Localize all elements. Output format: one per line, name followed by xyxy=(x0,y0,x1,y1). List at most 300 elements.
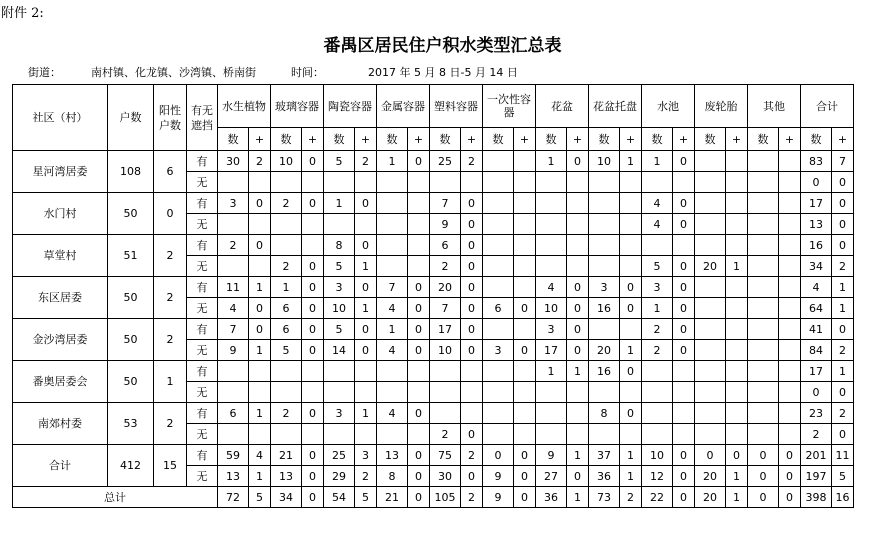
table-row xyxy=(13,361,854,382)
table-cell: 0 xyxy=(673,298,695,319)
table-cell xyxy=(514,382,536,403)
table-cell xyxy=(408,361,430,382)
table-cell: 4 xyxy=(377,403,408,424)
header-count: 数 xyxy=(218,128,249,151)
table-cell xyxy=(377,172,408,193)
table-cell: 41 xyxy=(801,319,832,340)
table-cell: 17 xyxy=(536,340,567,361)
table-cell xyxy=(695,298,726,319)
table-cell xyxy=(483,193,514,214)
table-cell xyxy=(514,403,536,424)
cover-status: 有 xyxy=(187,319,218,340)
table-cell xyxy=(461,172,483,193)
header-positive: + xyxy=(461,128,483,151)
header-positive: + xyxy=(726,128,748,151)
street-value: 南村镇、化龙镇、沙湾镇、桥南街 xyxy=(91,66,256,79)
table-cell: 7 xyxy=(218,319,249,340)
table-cell: 0 xyxy=(673,214,695,235)
table-cell xyxy=(779,361,801,382)
table-cell: 30 xyxy=(430,466,461,487)
table-cell: 0 xyxy=(302,193,324,214)
table-cell xyxy=(514,214,536,235)
table-cell xyxy=(271,235,302,256)
table-cell: 23 xyxy=(801,403,832,424)
positive-count: 0 xyxy=(154,193,187,235)
table-cell: 16 xyxy=(832,487,854,508)
table-cell xyxy=(324,424,355,445)
table-cell: 1 xyxy=(249,340,271,361)
table-cell: 0 xyxy=(302,487,324,508)
header-positive: + xyxy=(832,128,854,151)
table-cell xyxy=(726,361,748,382)
table-cell xyxy=(302,424,324,445)
table-cell: 0 xyxy=(673,319,695,340)
cover-status: 无 xyxy=(187,298,218,319)
households-count: 412 xyxy=(108,445,154,487)
table-cell xyxy=(620,256,642,277)
table-cell: 20 xyxy=(589,340,620,361)
table-cell: 0 xyxy=(302,298,324,319)
table-cell: 4 xyxy=(249,445,271,466)
table-cell: 2 xyxy=(642,340,673,361)
table-cell: 197 xyxy=(801,466,832,487)
table-cell xyxy=(695,403,726,424)
cover-status: 无 xyxy=(187,424,218,445)
table-cell: 0 xyxy=(673,193,695,214)
table-cell: 20 xyxy=(695,466,726,487)
table-cell: 398 xyxy=(801,487,832,508)
table-cell xyxy=(589,424,620,445)
table-cell: 0 xyxy=(620,298,642,319)
table-cell xyxy=(673,382,695,403)
table-cell: 16 xyxy=(589,298,620,319)
table-cell: 1 xyxy=(726,487,748,508)
time-label: 时间： xyxy=(291,66,324,79)
table-cell: 1 xyxy=(377,319,408,340)
table-cell: 0 xyxy=(461,340,483,361)
table-cell: 1 xyxy=(355,256,377,277)
header-category: 合计 xyxy=(801,85,854,128)
table-cell xyxy=(620,382,642,403)
table-cell xyxy=(726,382,748,403)
table-cell: 11 xyxy=(218,277,249,298)
table-cell xyxy=(589,256,620,277)
summary-table xyxy=(12,84,854,508)
table-cell: 2 xyxy=(355,151,377,172)
table-row xyxy=(13,319,854,340)
header-positive: + xyxy=(620,128,642,151)
table-cell: 1 xyxy=(642,298,673,319)
table-cell xyxy=(779,382,801,403)
table-cell xyxy=(642,382,673,403)
table-cell xyxy=(779,151,801,172)
table-cell xyxy=(514,172,536,193)
table-row xyxy=(13,277,854,298)
table-cell: 13 xyxy=(271,466,302,487)
table-cell xyxy=(726,424,748,445)
table-cell: 13 xyxy=(218,466,249,487)
table-cell xyxy=(779,214,801,235)
table-cell xyxy=(726,193,748,214)
table-cell xyxy=(726,340,748,361)
table-cell: 1 xyxy=(567,487,589,508)
header-category: 塑料容器 xyxy=(430,85,483,128)
table-cell xyxy=(726,172,748,193)
table-cell: 20 xyxy=(695,487,726,508)
cover-status: 无 xyxy=(187,382,218,403)
table-cell: 27 xyxy=(536,466,567,487)
header-count: 数 xyxy=(589,128,620,151)
table-cell xyxy=(536,424,567,445)
table-cell xyxy=(748,403,779,424)
table-cell xyxy=(726,403,748,424)
meta-line xyxy=(0,64,885,80)
table-cell xyxy=(536,403,567,424)
table-cell xyxy=(218,424,249,445)
table-cell: 13 xyxy=(377,445,408,466)
table-cell: 0 xyxy=(567,151,589,172)
table-cell: 6 xyxy=(430,235,461,256)
table-cell: 1 xyxy=(832,298,854,319)
table-cell: 2 xyxy=(801,424,832,445)
table-cell: 0 xyxy=(832,172,854,193)
table-cell: 0 xyxy=(673,466,695,487)
community-name: 番奥居委会 xyxy=(13,361,108,403)
table-cell xyxy=(355,424,377,445)
table-cell: 1 xyxy=(249,466,271,487)
table-cell xyxy=(673,403,695,424)
table-cell xyxy=(589,172,620,193)
table-cell: 3 xyxy=(589,277,620,298)
table-cell xyxy=(218,382,249,403)
header-category: 花盆 xyxy=(536,85,589,128)
table-cell: 2 xyxy=(271,256,302,277)
table-cell: 2 xyxy=(832,256,854,277)
table-cell: 0 xyxy=(408,466,430,487)
households-count: 50 xyxy=(108,193,154,235)
table-cell xyxy=(430,361,461,382)
table-cell xyxy=(408,193,430,214)
table-cell xyxy=(589,319,620,340)
table-cell: 21 xyxy=(377,487,408,508)
table-cell xyxy=(726,319,748,340)
header-row-categories xyxy=(13,85,854,128)
table-cell: 0 xyxy=(673,277,695,298)
table-cell: 64 xyxy=(801,298,832,319)
table-cell xyxy=(302,235,324,256)
table-cell: 0 xyxy=(355,277,377,298)
table-cell xyxy=(377,361,408,382)
table-cell: 2 xyxy=(832,403,854,424)
table-cell: 34 xyxy=(801,256,832,277)
table-cell: 3 xyxy=(483,340,514,361)
table-cell: 9 xyxy=(218,340,249,361)
table-body xyxy=(13,151,854,508)
table-cell: 4 xyxy=(801,277,832,298)
table-cell: 84 xyxy=(801,340,832,361)
table-cell: 0 xyxy=(748,487,779,508)
table-cell xyxy=(324,172,355,193)
table-cell xyxy=(483,256,514,277)
table-cell xyxy=(748,256,779,277)
table-cell xyxy=(514,193,536,214)
table-cell xyxy=(271,382,302,403)
table-cell xyxy=(695,340,726,361)
table-cell: 0 xyxy=(461,235,483,256)
table-cell xyxy=(483,172,514,193)
table-cell xyxy=(408,424,430,445)
table-cell: 25 xyxy=(430,151,461,172)
table-cell: 3 xyxy=(355,445,377,466)
community-name: 金沙湾居委 xyxy=(13,319,108,361)
table-cell xyxy=(673,361,695,382)
households-count: 50 xyxy=(108,319,154,361)
table-cell xyxy=(620,235,642,256)
table-cell: 2 xyxy=(271,193,302,214)
header-positive: + xyxy=(302,128,324,151)
table-cell xyxy=(748,424,779,445)
table-cell xyxy=(779,424,801,445)
header-category: 水池 xyxy=(642,85,695,128)
table-cell: 0 xyxy=(620,277,642,298)
table-cell: 0 xyxy=(408,151,430,172)
table-cell: 0 xyxy=(302,466,324,487)
table-cell: 0 xyxy=(779,487,801,508)
positive-count: 15 xyxy=(154,445,187,487)
header-category: 玻璃容器 xyxy=(271,85,324,128)
table-cell xyxy=(249,256,271,277)
header-count: 数 xyxy=(430,128,461,151)
header-count: 数 xyxy=(271,128,302,151)
table-cell xyxy=(567,382,589,403)
header-count: 数 xyxy=(483,128,514,151)
table-cell: 7 xyxy=(832,151,854,172)
table-cell xyxy=(779,298,801,319)
header-positive: + xyxy=(514,128,536,151)
table-cell: 0 xyxy=(514,466,536,487)
table-cell xyxy=(726,277,748,298)
table-cell xyxy=(779,319,801,340)
table-cell: 0 xyxy=(620,361,642,382)
households-count: 108 xyxy=(108,151,154,193)
table-cell: 1 xyxy=(832,361,854,382)
table-cell: 2 xyxy=(355,466,377,487)
table-cell: 0 xyxy=(801,382,832,403)
households-count: 53 xyxy=(108,403,154,445)
table-cell xyxy=(620,172,642,193)
table-cell: 5 xyxy=(271,340,302,361)
table-cell: 0 xyxy=(461,466,483,487)
table-cell xyxy=(377,214,408,235)
header-positive: + xyxy=(567,128,589,151)
header-category: 花盆托盘 xyxy=(589,85,642,128)
header-positive: + xyxy=(673,128,695,151)
table-cell: 25 xyxy=(324,445,355,466)
cover-status: 有 xyxy=(187,235,218,256)
table-cell xyxy=(726,298,748,319)
table-cell xyxy=(377,424,408,445)
table-cell xyxy=(695,172,726,193)
table-cell: 0 xyxy=(461,298,483,319)
table-cell xyxy=(748,340,779,361)
table-cell: 0 xyxy=(832,193,854,214)
table-cell: 9 xyxy=(483,466,514,487)
table-cell: 1 xyxy=(324,193,355,214)
table-cell: 20 xyxy=(695,256,726,277)
table-cell: 2 xyxy=(832,340,854,361)
table-cell: 7 xyxy=(430,193,461,214)
table-cell: 0 xyxy=(726,445,748,466)
table-cell: 1 xyxy=(726,256,748,277)
table-cell xyxy=(567,172,589,193)
table-cell xyxy=(355,172,377,193)
table-cell: 1 xyxy=(249,403,271,424)
cover-status: 有 xyxy=(187,403,218,424)
table-cell: 17 xyxy=(430,319,461,340)
table-cell xyxy=(408,235,430,256)
header-count: 数 xyxy=(377,128,408,151)
cover-status: 无 xyxy=(187,340,218,361)
table-cell: 5 xyxy=(832,466,854,487)
table-cell xyxy=(726,235,748,256)
table-cell xyxy=(483,319,514,340)
table-cell xyxy=(567,214,589,235)
table-cell xyxy=(514,424,536,445)
table-cell: 37 xyxy=(589,445,620,466)
table-cell xyxy=(726,214,748,235)
table-cell: 2 xyxy=(218,235,249,256)
table-cell xyxy=(779,403,801,424)
table-cell: 2 xyxy=(430,256,461,277)
table-cell xyxy=(302,172,324,193)
table-cell xyxy=(355,382,377,403)
table-cell xyxy=(302,382,324,403)
table-cell xyxy=(695,319,726,340)
table-cell xyxy=(642,361,673,382)
table-cell xyxy=(249,361,271,382)
table-row xyxy=(13,193,854,214)
positive-count: 2 xyxy=(154,403,187,445)
table-cell: 6 xyxy=(271,298,302,319)
table-cell xyxy=(589,235,620,256)
table-cell xyxy=(483,214,514,235)
table-cell xyxy=(430,382,461,403)
table-cell xyxy=(748,214,779,235)
street-label: 街道： xyxy=(28,66,61,79)
table-cell: 0 xyxy=(461,256,483,277)
table-cell xyxy=(218,214,249,235)
header-category: 水生植物 xyxy=(218,85,271,128)
table-cell: 30 xyxy=(218,151,249,172)
table-cell: 12 xyxy=(642,466,673,487)
table-cell xyxy=(514,151,536,172)
table-cell: 0 xyxy=(408,319,430,340)
table-cell: 0 xyxy=(514,445,536,466)
table-cell xyxy=(408,382,430,403)
table-cell: 0 xyxy=(748,445,779,466)
table-cell: 5 xyxy=(324,151,355,172)
table-cell: 6 xyxy=(271,319,302,340)
table-cell: 0 xyxy=(408,277,430,298)
table-cell: 0 xyxy=(673,487,695,508)
table-cell: 0 xyxy=(302,151,324,172)
positive-count: 2 xyxy=(154,319,187,361)
table-cell xyxy=(589,382,620,403)
table-cell: 10 xyxy=(324,298,355,319)
table-cell xyxy=(461,403,483,424)
header-community: 社区（村） xyxy=(13,85,108,151)
header-count: 数 xyxy=(748,128,779,151)
table-cell xyxy=(567,235,589,256)
table-cell xyxy=(726,151,748,172)
table-cell xyxy=(218,172,249,193)
table-cell: 14 xyxy=(324,340,355,361)
table-cell xyxy=(355,361,377,382)
table-cell xyxy=(514,235,536,256)
header-category: 金属容器 xyxy=(377,85,430,128)
table-cell: 10 xyxy=(536,298,567,319)
table-cell xyxy=(271,214,302,235)
cover-status: 有 xyxy=(187,361,218,382)
table-cell: 6 xyxy=(483,298,514,319)
table-cell: 0 xyxy=(408,403,430,424)
header-count: 数 xyxy=(801,128,832,151)
table-cell: 0 xyxy=(673,340,695,361)
table-cell xyxy=(695,424,726,445)
table-cell: 2 xyxy=(461,445,483,466)
positive-count: 6 xyxy=(154,151,187,193)
table-cell xyxy=(748,277,779,298)
table-cell: 3 xyxy=(324,403,355,424)
community-name: 南郊村委 xyxy=(13,403,108,445)
time-value: 2017 年 5 月 8 日-5 月 14 日 xyxy=(368,66,518,79)
table-cell xyxy=(779,340,801,361)
table-cell: 9 xyxy=(483,487,514,508)
table-cell: 0 xyxy=(673,151,695,172)
table-header xyxy=(13,85,854,151)
table-cell xyxy=(673,235,695,256)
table-cell xyxy=(249,172,271,193)
table-cell: 75 xyxy=(430,445,461,466)
table-row xyxy=(13,403,854,424)
cover-status: 有 xyxy=(187,151,218,172)
grand-total-label: 总计 xyxy=(13,487,218,508)
table-cell: 0 xyxy=(302,445,324,466)
table-cell: 1 xyxy=(620,151,642,172)
table-cell xyxy=(567,403,589,424)
table-cell xyxy=(673,172,695,193)
table-cell xyxy=(620,319,642,340)
table-cell: 0 xyxy=(832,382,854,403)
table-cell: 1 xyxy=(620,445,642,466)
table-cell: 1 xyxy=(620,340,642,361)
table-cell: 10 xyxy=(271,151,302,172)
table-cell: 10 xyxy=(430,340,461,361)
table-cell: 16 xyxy=(801,235,832,256)
table-cell xyxy=(536,382,567,403)
table-cell xyxy=(483,424,514,445)
table-cell xyxy=(408,172,430,193)
table-cell: 1 xyxy=(620,466,642,487)
table-cell: 5 xyxy=(249,487,271,508)
table-cell: 10 xyxy=(589,151,620,172)
table-cell xyxy=(567,256,589,277)
table-cell: 2 xyxy=(642,319,673,340)
table-cell: 4 xyxy=(642,193,673,214)
positive-count: 2 xyxy=(154,277,187,319)
table-cell xyxy=(642,235,673,256)
table-cell: 0 xyxy=(779,445,801,466)
